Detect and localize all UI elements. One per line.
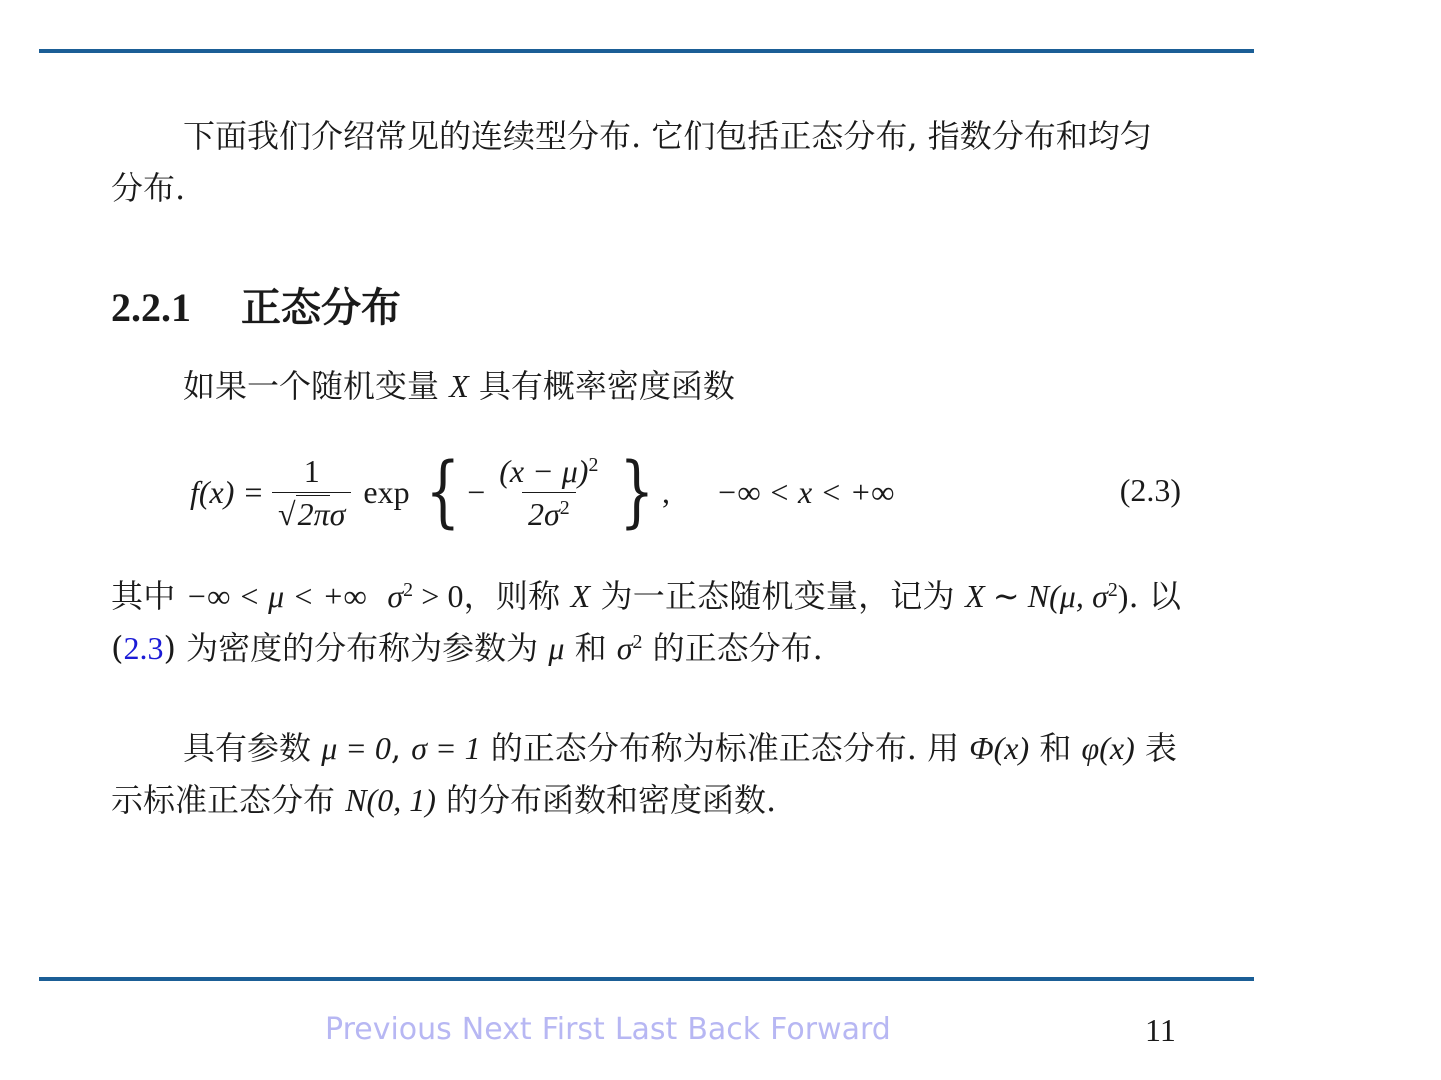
text-span: 的正态分布. xyxy=(642,629,823,667)
equation-number: (2.3) xyxy=(1119,472,1181,508)
text-span: 具有概率密度函数 xyxy=(468,367,735,405)
right-brace: } xyxy=(619,447,655,537)
pdf-lead-block xyxy=(111,360,1181,412)
equation-reference-link[interactable]: 2.3 xyxy=(123,630,164,666)
intro-paragraph-block xyxy=(111,110,1181,214)
text-span xyxy=(367,577,388,615)
nav-forward-link[interactable]: Forward xyxy=(770,1012,891,1047)
text-span: 具有参数 xyxy=(183,729,322,767)
sqrt-radicand: 2π xyxy=(297,495,330,532)
math-sigma: σ xyxy=(616,630,633,666)
math-mu: μ xyxy=(548,630,565,666)
text-span: . 以 ( xyxy=(111,577,1181,667)
section-heading xyxy=(111,284,401,332)
intro-paragraph: 下面我们介绍常见的连续型分布. 它们包括正态分布, 指数分布和均匀分布. xyxy=(111,117,1152,207)
text-span: 为一正态随机变量，记为 xyxy=(590,577,966,615)
nav-previous-link[interactable]: Previous xyxy=(325,1012,452,1047)
eq-exp-numerator xyxy=(493,454,604,492)
navigation-bar xyxy=(325,1012,901,1047)
header-rule xyxy=(39,49,1254,53)
math-Phi: Φ(x) xyxy=(969,730,1030,766)
math-var: X xyxy=(570,578,591,614)
text-span: 表示标准正态分布 xyxy=(111,729,1177,819)
where-paragraph xyxy=(111,570,1181,674)
superscript: 2 xyxy=(1107,579,1118,602)
standard-paragraph-block xyxy=(111,722,1181,826)
eq-exp-num-text: (x − μ) xyxy=(499,452,589,489)
nav-back-link[interactable]: Back xyxy=(687,1012,761,1047)
standard-normal-paragraph xyxy=(111,722,1181,826)
section-number: 2.2.1 xyxy=(111,285,191,330)
where-paragraph-block xyxy=(111,570,1181,674)
nav-first-link[interactable]: First xyxy=(541,1012,605,1047)
eq-domain: −∞ < x < +∞ xyxy=(716,473,895,510)
section-title: 正态分布 xyxy=(241,285,401,331)
text-span: ) 为密度的分布称为参数为 xyxy=(163,629,549,667)
eq-exp-denominator xyxy=(522,492,576,531)
math-param-mu: μ = 0 xyxy=(321,730,391,766)
math-condition-tail: > 0 xyxy=(413,578,464,614)
math-phi: φ(x) xyxy=(1081,730,1135,766)
eq-coef-denominator xyxy=(272,492,351,531)
math-param-sigma: σ = 1 xyxy=(411,730,481,766)
density-equation xyxy=(190,442,1185,542)
nav-next-link[interactable]: Next xyxy=(461,1012,532,1047)
text-span: 如果一个随机变量 xyxy=(183,367,450,405)
math-var: X xyxy=(449,368,469,404)
page-number: 11 xyxy=(1145,1012,1176,1048)
text-span: 其中 xyxy=(111,577,186,615)
math-condition-mu: −∞ < μ < +∞ xyxy=(185,578,367,614)
text-span: , xyxy=(390,729,412,767)
superscript: 2 xyxy=(632,631,643,654)
sqrt-sign: √ xyxy=(278,495,296,532)
exp-operator: exp xyxy=(363,473,410,510)
text-span: 的正态分布称为标准正态分布. 用 xyxy=(480,729,970,767)
footer-rule xyxy=(39,977,1254,981)
eq-comma: , xyxy=(662,473,670,510)
superscript: 2 xyxy=(403,579,414,602)
text-span: 的分布函数和密度函数. xyxy=(435,781,777,819)
math-sigma: σ xyxy=(387,578,404,614)
superscript: 2 xyxy=(588,453,599,476)
left-brace: { xyxy=(425,447,460,537)
text-span: 和 xyxy=(1029,729,1082,767)
eq-coef-numerator: 1 xyxy=(303,452,320,489)
math-standard-normal: N(0, 1) xyxy=(345,782,436,818)
eq-exponent-fraction xyxy=(493,454,604,531)
pdf-lead-paragraph xyxy=(111,360,1181,412)
nav-last-link[interactable]: Last xyxy=(614,1012,678,1047)
eq-coefficient-fraction xyxy=(272,454,351,531)
sigma-symbol: σ xyxy=(329,495,346,532)
math-notation-tail: ) xyxy=(1117,578,1129,614)
text-span: 和 xyxy=(564,629,617,667)
math-notation: X ∼ N(μ, σ xyxy=(965,578,1108,614)
superscript: 2 xyxy=(559,496,570,519)
text-span: ，则称 xyxy=(463,577,571,615)
eq-minus: − xyxy=(467,473,486,510)
eq-lhs: f(x) = xyxy=(190,473,264,510)
eq-exp-den-text: 2σ xyxy=(527,495,560,532)
